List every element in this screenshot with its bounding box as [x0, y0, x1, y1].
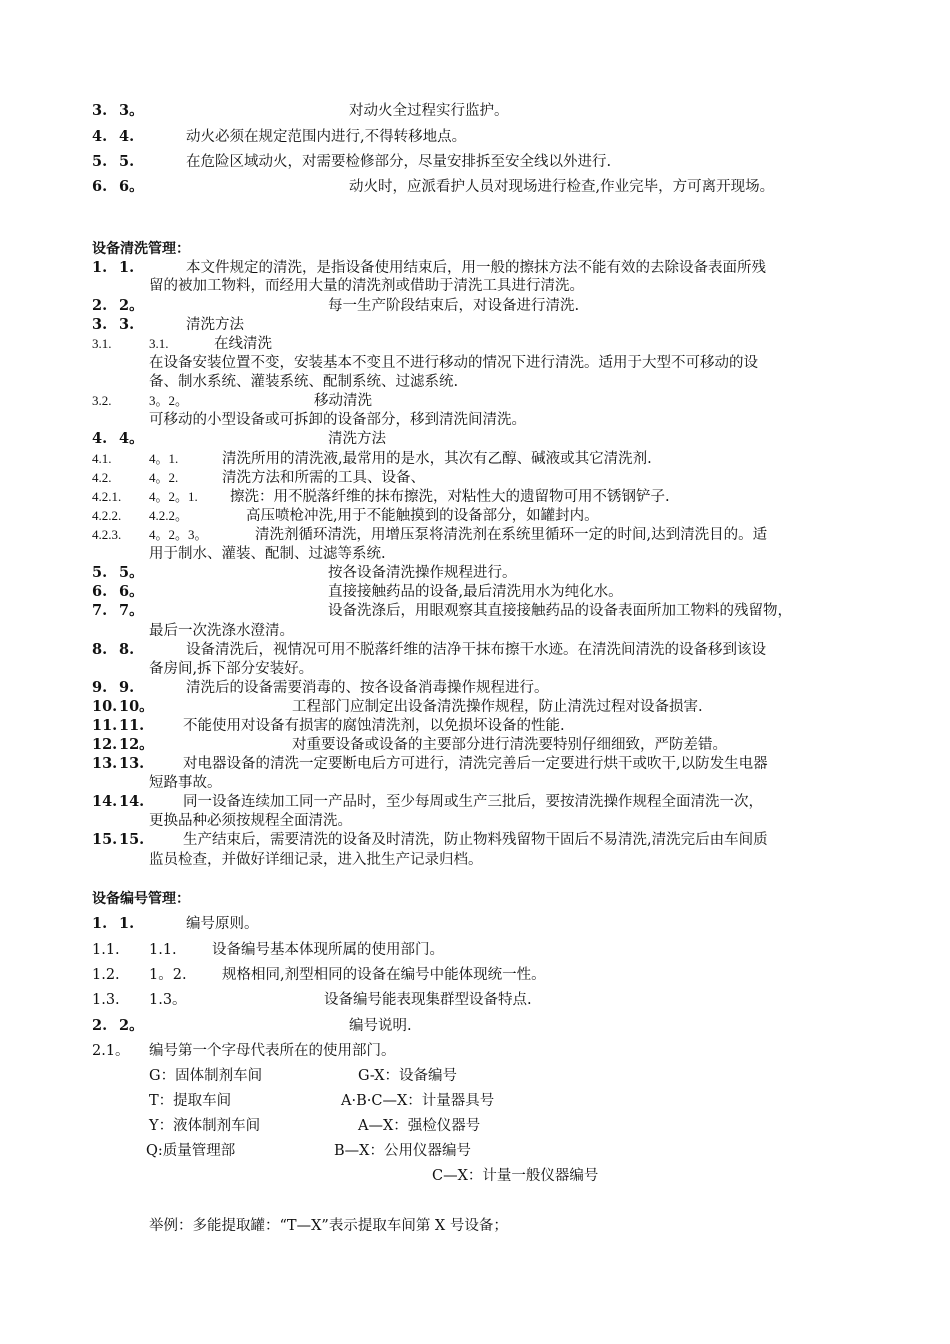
item-text: 按各设备清洗操作规程进行。: [328, 565, 517, 581]
item-text: 同一设备连续加工同一产品时，至少每周或生产三批后，要按清洗操作规程全面清洗一次，: [183, 794, 763, 810]
item-number: 15.: [92, 831, 118, 848]
item-text-cont: 监员检查，并做好详细记录，进入批生产记录归档。: [149, 852, 483, 868]
item-number: 1.: [92, 915, 108, 932]
item-number-alt: 15.: [119, 831, 145, 848]
item-number: 8.: [92, 641, 108, 658]
item-number: 4.: [92, 430, 108, 447]
item-text: 清洗方法: [186, 317, 244, 333]
item-number: 3.: [92, 316, 108, 333]
item-number-alt: 5。: [119, 564, 144, 581]
item-number: 9.: [92, 679, 108, 696]
item-text: 移动清洗: [314, 393, 372, 409]
code-dept: Y：液体制剂车间: [149, 1118, 261, 1134]
item-text: 直接接触药品的设备,最后清洗用水为纯化水。: [328, 584, 623, 600]
item-text-cont: 留的被加工物料，而经用大量的清洗剂或借助于清洗工具进行清洗。: [149, 278, 584, 294]
item-text: 动火时，应派看护人员对现场进行检查,作业完毕，方可离开现场。: [349, 179, 775, 195]
item-number-alt: 3.1.: [149, 336, 169, 351]
item-number-alt: 7。: [119, 602, 144, 619]
item-body: 在设备安装位置不变，安装基本不变且不进行移动的情况下进行清洗。适用于大型不可移动的设: [149, 355, 758, 371]
example-text: 举例：多能提取罐：“T—X”表示提取车间第 X 号设备；: [149, 1218, 508, 1234]
item-number-alt: 4。2。3。: [149, 527, 208, 542]
item-number-alt: 14.: [119, 793, 145, 810]
item-number: 12.: [92, 736, 118, 753]
item-number: 2.: [92, 297, 108, 314]
item-text-cont: 用于制水、灌装、配制、过滤等系统.: [149, 546, 386, 562]
item-number: 2.1。: [92, 1043, 130, 1059]
item-text: 规格相同,剂型相同的设备在编号中能体现统一性。: [222, 967, 546, 983]
item-number-alt: 1.1.: [149, 942, 177, 958]
item-number-alt: 4.: [119, 128, 135, 145]
item-text: 清洗方法和所需的工具、设备、: [222, 470, 425, 486]
item-number-alt: 1.: [119, 915, 135, 932]
item-text-cont: 备房间,拆下部分安装好。: [149, 661, 314, 677]
item-number-alt: 2。: [119, 297, 144, 314]
item-text: 清洗后的设备需要消毒的、按各设备消毒操作规程进行。: [186, 680, 549, 696]
item-number-alt: 1.: [119, 259, 135, 276]
item-text: 每一生产阶段结束后，对设备进行清洗.: [328, 298, 580, 314]
code-type: A—X：强检仪器号: [358, 1118, 481, 1134]
item-number: 3.2.: [92, 393, 112, 408]
code-dept: T：提取车间: [149, 1093, 232, 1109]
item-number-alt: 4。1.: [149, 451, 179, 466]
item-number: 1.: [92, 259, 108, 276]
item-text: 对动火全过程实行监护。: [349, 103, 509, 119]
item-body: 备、制水系统、灌装系统、配制系统、过滤系统.: [149, 374, 459, 390]
item-text: 设备编号能表现集群型设备特点.: [324, 992, 532, 1008]
item-number: 4.2.3.: [92, 527, 122, 542]
item-number-alt: 8.: [119, 641, 135, 658]
item-number-alt: 1。2.: [149, 967, 187, 983]
item-text: 编号第一个字母代表所在的使用部门。: [149, 1043, 396, 1059]
item-number-alt: 3。: [119, 102, 144, 119]
item-text: 高压喷枪冲洗,用于不能触摸到的设备部分，如罐封内。: [246, 508, 599, 524]
item-text: 清洗方法: [328, 431, 386, 447]
item-number-alt: 4。: [119, 430, 144, 447]
code-type: A·B·C—X：计量器具号: [341, 1093, 495, 1109]
item-text: 在线清洗: [214, 336, 272, 352]
item-text: 编号原则。: [186, 916, 259, 932]
item-text-cont: 短路事故。: [149, 775, 222, 791]
item-number-alt: 6。: [119, 583, 144, 600]
item-text: 不能使用对设备有损害的腐蚀清洗剂，以免损坏设备的性能.: [183, 718, 565, 734]
item-number: 4.2.1.: [92, 489, 122, 504]
item-text: 清洗剂循环清洗，用增压泵将清洗剂在系统里循环一定的时间,达到清洗目的。适: [255, 527, 768, 543]
section-heading: 设备编号管理：: [92, 891, 190, 907]
item-number-alt: 2。: [119, 1017, 144, 1034]
item-text: 设备编号基本体现所属的使用部门。: [212, 942, 444, 958]
item-number: 4.: [92, 128, 108, 145]
item-text: 设备清洗后，视情况可用不脱落纤维的洁净干抹布擦干水迹。在清洗间清洗的设备移到该设: [186, 642, 766, 658]
item-number-alt: 4。2。1.: [149, 489, 198, 504]
code-type: G-X：设备编号: [358, 1068, 458, 1084]
item-number-alt: 5.: [119, 153, 135, 170]
item-number: 5.: [92, 564, 108, 581]
item-number-alt: 12。: [119, 736, 154, 753]
code-dept: G：固体制剂车间: [149, 1068, 263, 1084]
item-number-alt: 1.3。: [149, 992, 187, 1008]
item-number-alt: 10。: [119, 698, 154, 715]
item-number-alt: 4.2.2。: [149, 508, 189, 523]
item-number-alt: 11.: [119, 717, 145, 734]
section-heading: 设备清洗管理：: [92, 241, 190, 257]
item-text: 编号说明.: [349, 1018, 412, 1034]
item-number: 11.: [92, 717, 118, 734]
code-dept: Q:质量管理部: [146, 1143, 236, 1159]
item-number-alt: 3。2。: [149, 393, 189, 408]
item-number: 2.: [92, 1017, 108, 1034]
item-text: 工程部门应制定出设备清洗操作规程，防止清洗过程对设备损害.: [292, 699, 703, 715]
item-body: 可移动的小型设备或可拆卸的设备部分，移到清洗间清洗。: [149, 412, 526, 428]
item-number-alt: 3.: [119, 316, 135, 333]
item-text: 对电器设备的清洗一定要断电后方可进行，清洗完善后一定要进行烘干或吹干,以防发生电器: [183, 756, 768, 772]
item-number: 6.: [92, 178, 108, 195]
item-text: 动火必须在规定范围内进行,不得转移地点。: [186, 129, 467, 145]
item-text: 清洗所用的清洗液,最常用的是水，其次有乙醇、碱液或其它清洗剂.: [222, 451, 652, 467]
item-text: 设备洗涤后，用眼观察其直接接触药品的设备表面所加工物料的残留物，: [328, 603, 792, 619]
item-number: 4.2.: [92, 470, 112, 485]
code-type: C—X：计量一般仪器编号: [432, 1168, 599, 1184]
item-number: 7.: [92, 602, 108, 619]
item-number-alt: 13.: [119, 755, 145, 772]
item-number: 13.: [92, 755, 118, 772]
item-number: 4.2.2.: [92, 508, 122, 523]
item-number-alt: 4。2.: [149, 470, 179, 485]
item-text: 本文件规定的清洗，是指设备使用结束后，用一般的擦抹方法不能有效的去除设备表面所残: [186, 260, 766, 276]
item-number: 3.: [92, 102, 108, 119]
item-text-cont: 更换品种必须按规程全面清洗。: [149, 813, 352, 829]
code-type: B—X：公用仪器编号: [334, 1143, 471, 1159]
item-number: 1.2.: [92, 967, 120, 983]
item-text: 在危险区域动火，对需要检修部分，尽量安排拆至安全线以外进行.: [186, 154, 612, 170]
item-text-cont: 最后一次洗涤水澄清。: [149, 623, 294, 639]
item-number-alt: 9.: [119, 679, 135, 696]
item-number: 1.3.: [92, 992, 120, 1008]
item-number: 1.1.: [92, 942, 120, 958]
item-text: 擦洗：用不脱落纤维的抹布擦洗，对粘性大的遗留物可用不锈钢铲子.: [230, 489, 670, 505]
item-number: 14.: [92, 793, 118, 810]
item-text: 对重要设备或设备的主要部分进行清洗要特别仔细细致，严防差错。: [292, 737, 727, 753]
item-number-alt: 6。: [119, 178, 144, 195]
item-text: 生产结束后，需要清洗的设备及时清洗，防止物料残留物干固后不易清洗,清洗完后由车间质: [183, 832, 768, 848]
item-number: 4.1.: [92, 451, 112, 466]
item-number: 6.: [92, 583, 108, 600]
item-number: 5.: [92, 153, 108, 170]
item-number: 3.1.: [92, 336, 112, 351]
item-number: 10.: [92, 698, 118, 715]
